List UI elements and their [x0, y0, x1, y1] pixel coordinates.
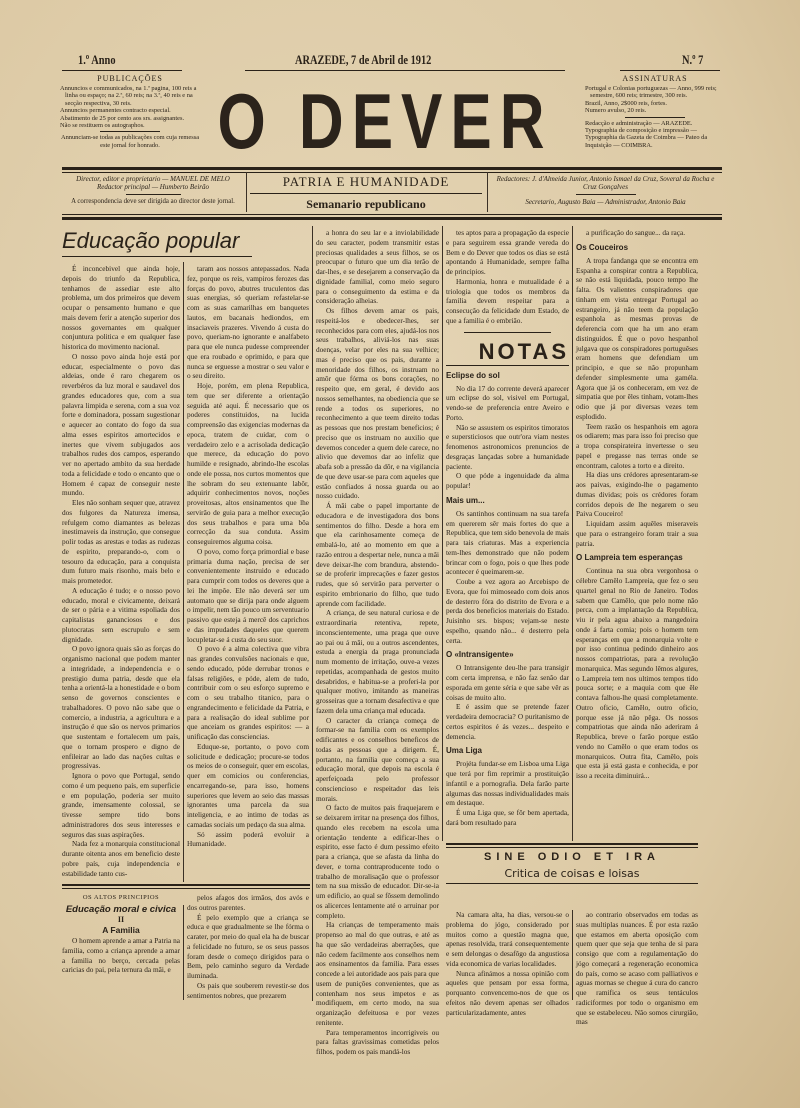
- publicacoes-box: [60, 74, 200, 149]
- paragraph: Não se assustem os espiritos timoratos e supersticiosos que outr'ora viam nestes fenomenos astronomicos prenuncios de desgraças lançadas sobre a humanidade paciente.: [446, 422, 569, 471]
- paragraph: Ignora o povo que Portugal, sendo como é um pequeno país, em superficie e em população, poderia ser muito grande, imensamente colossal, se tivesse sempre tido bons administradores dos seus interesses e seguros das suas aspirações.: [62, 771, 180, 839]
- paragraph: Nada fez a monarquia constitucional durante oitenta anos em beneficio deste pobre país, cuja independencia e estabilidade tanto cus-: [62, 839, 180, 878]
- year-label: 1.º Anno: [78, 52, 116, 67]
- paragraph: a honra do seu lar e a inviolabilidade do seu caracter, podem transmitir estas preciosas qualidades a seus filhos, se os preocupar o futuro que um dia terão de dar-lhes, e se desejarem a conservação da dignidade familial, como meio seguro para o conseguimento da estima e da consideração alheias.: [316, 228, 439, 306]
- paragraph: Á mãi cabe o papel importante de educadora e de investigadora dos bons sentimentos do filho. Desde a hora em que ela carinhosamente começa de embalá-lo, até ao momento em que a razão entrou a despertar nele, nunca a mãi deve deixar-lhe com brandura, abstendo-se de proferir imprecações e fazer gestos rudes, que só servirão para perverter o espirito embrionario do filho, que tudo aprende com facilidade.: [316, 501, 439, 608]
- masthead-title: O DEVER: [217, 79, 553, 166]
- article-title-educacao-moral: Educação moral e civica: [65, 904, 177, 915]
- paragraph: E é assim que se pretende fazer verdadeira democracia? O puritanismo de certos espiritos é ás vezes... despeito e demencia.: [446, 702, 569, 741]
- sine-odio-title: Critica de coisas e loisas: [446, 867, 698, 884]
- redactores-block: [489, 175, 722, 206]
- paragraph: O povo, como força primordial e base primaria duma nação, precisa de ser convenientemente instruido e educado para cumprir com todos os deveres que a lei lhe impõe. Ele não deverá ser um automato que se dirija para onde alguem o impelir, nem tão pouco um serventuario passivo que esteja á mercê dos caprichos e das impudades daqueles que querem locupletar-se á custa do seu suor.: [187, 546, 309, 644]
- paragraph: A criança, de seu natural curiosa e de extraordinaria retentiva, repete, inconscientemente, uma praga que ouve ao pai ou á mãi, ou a outros ascendentes, estuda a energia da praga pronunciada num momento de irritação, ouve-a vezes repetidas, acompanhada de gestos muito desabridos, e habitua-se a proferi-la por qualquer motivo, imitando as maneiras grosseiras que a tornam desafectiva e que fazem dela uma criança mal educada.: [316, 608, 439, 715]
- paragraph: O povo é a alma colectiva que vibra nas grandes convulsões nacionais e que, sendo educado, póde derrubar tronos e falsas religiões, e póde, alem de tudo, contribuir com o seu esforço supremo e com o seu trabalho titanico, para o engrandecimento e felicidade da Patria, e para a realisação do ideal sublime por que anceiam os grandes espiritos: — a unificação das consciencias.: [187, 644, 309, 741]
- paragraph: Annuncios permanentes contracto especial.: [60, 107, 171, 115]
- paragraph: Continua na sua obra vergonhosa o célebre Camêlo Lampreia, que fez o seu quartel genal no Rio de Janeiro. Todos sabem que Camêlo, que pelo nome não perca, com a implantação da Republica, viu ir pela agua abaixo a mangedoira onde á farta comia; pois o homem tem esperanças em que a monarquia volte e por isso continua pedindo dinheiro aos nossos compatriotas, para a revolução monarquica. Mas segundo lêmos algures, o Lampreia tem nos ultimos tempos tido pouca sorte; e a maquia com que êle contava falhou-lhe quasi completamente. Outro oficio, Camêlo, outro oficio, porque esse já não pêga. Os nossos compatriotas que ainda não aderiram á Republica, breve o farão porque estão vendo no Camêlo o que eram todos os monarquicos. Outra fita, Camêlo, pois que esta já está gasta e conhecida, e por isso a receita diminuirá...: [576, 566, 698, 780]
- paragraph: Liquidam assim aquêles miseraveis que para o estrangeiro foram trair a sua patria.: [576, 519, 698, 548]
- educacao-moral-col2: [187, 893, 309, 1001]
- paragraph: Abatimento de 25 por cento aos srs. assignantes.: [60, 114, 185, 122]
- paragraph: O facto de muitos pais fraquejarem e se deixarem irritar na presença dos filhos, quando eles recebem na escola uma orientação tendente a edificar-lhes o espirito, esse facto é dum pessimo efeito para a criança, que se afasta da linha do dever, e torna contraproducente todo o trabalho de moralisação que o professor tem na sua missão de educador. Dir-se-ia um edificio, ao qual se fôssem demolindo os alicerces lentamente até o arruinar por completo.: [316, 803, 439, 920]
- section-heading: Mais um...: [446, 495, 485, 505]
- notas-heading: NOTAS: [446, 339, 569, 366]
- paragraph: Projéta fundar-se em Lisboa uma Liga que terá por fim reprimir a prostituição infantil e a pornografia. Dela farão parte algumas das nossas individualidades mais em destaque.: [446, 759, 569, 808]
- paragraph: O nosso povo ainda hoje está por educar, especialmente o povo das aldeias, onde é raro chegarem os reverbéros da luz moral e saudavel dos grandes educadores que, com a sua palavra limpida e serena, com a sua voz forte e dominadora, possam sugestionar e aquecer ao contato do fogo da sua alma esses espiritos amortecidos e inertes que vivem subjugados aos trabalhos rudes dos campos, esperando ver no apertado ambito da sua herdade toda a felicidade e todo o encanto que o Homem é capaz de conseguir neste mundo.: [62, 351, 180, 498]
- director-line: Director, editor e proprietario — MANUEL DE MELO: [76, 175, 230, 183]
- paragraph: Numero avulso, 20 reis.: [585, 107, 647, 115]
- assinaturas-note: Redacção e administração — ARAZEDE. Typographia de composição e impressão — Typographia da Gazeta de Coimbra — Pateo da Inquisição — COIMBRA.: [585, 119, 708, 149]
- date-line: ARAZEDE, 7 de Abril de 1912: [295, 52, 432, 67]
- paragraph: Não se restituem os autographos.: [60, 122, 145, 130]
- educacao-popular-col1: [62, 264, 180, 880]
- paragraph: O povo ignora quais são as forças do organismo nacional que podem manter a integridade, a independencia e o prestigio duma patria, desde que ela tenha a orientá-la a honestidade e o bom senso de governos conscientes e trabalhadores. O povo não sabe que o comercio, a industria, a agricultura e a instrução é que são os nervos primarios que sustentam e fortalecem um país, que o tornam prospero e digno de enfileirar ao lado das nações cultas e progressivas.: [62, 644, 180, 771]
- section-heading: Uma Liga: [446, 746, 483, 756]
- director-block: [62, 175, 244, 206]
- paragraph: Eles não sonham sequer que, atravez dos fulgores da Natureza imensa, refulgem como diamantes as belezas inestimaveis da instrução, que consegue polir todas as arestas e todas as rudezas de espirito, preparando-o, com o tesouro da educação, para a conquista dum futuro mais risonho, mais belo e mais prometedor.: [62, 498, 180, 585]
- notas-column: [446, 228, 569, 840]
- motto: PATRIA E HUMANIDADE: [282, 174, 450, 189]
- paragraph: Teem razão os hespanhois em agora os odiarem; mas para isso foi preciso que a tropa conspirateira invertesse o seu papel e pregasse nas terras onde se encontram, calotes a torto e a direito.: [576, 421, 698, 470]
- educacao-moral-col1-block: [62, 893, 180, 1003]
- redactor-principal-line: Redactor principal — Humberto Beirão: [97, 183, 209, 191]
- paragraph: Annuncios e communicados, na 1.ª pagina, 100 reis a linha ou espaço; na 2.ª, 60 reis; na 3.ª, 40 reis e na secção respectiva, 30 reis.: [60, 85, 197, 107]
- section-heading: Eclipse do sol: [446, 370, 500, 380]
- paragraph: Ha crianças de temperamento mais propenso ao mal do que outras, e até as ha que são verdadeiras aberrações, que não cedem facilmente aos conselhos nem aos ensinamentos da familia. Para esses concede a lei autoridade aos pais para que usem de punições convenientes, que as contenham nos seus impetos e as modifiquem, em certo modo, na sua organização defeituosa e por vezes renitente.: [316, 920, 439, 1027]
- section-heading: O «Intransigente»: [446, 650, 514, 660]
- paragraph: O homem aprende a amar a Patria na familia, como a criança aprende a amar a familia no berço, cercada pelas caricias do pai, pela ternura da mãi, e: [62, 936, 180, 975]
- educacao-moral-col1: [62, 936, 180, 975]
- paragraph: Harmonia, honra e mutualidade é a triologia que todos os membros da familia devem respeitar para a consecução da felicidade dum Estado, de que a familia é o embrião.: [446, 276, 569, 325]
- paragraph: É uma Liga que, se fôr bem apertada, dará bom resultado para: [446, 808, 569, 827]
- secretario-line: Secretario, Augusto Baia — Administrador, Antonio Baia: [525, 198, 686, 206]
- paragraph: Os filhos devem amar os pais, respeitá-los e obedecer-lhes, ser reconhecidos para com eles, ajudá-los nos seus trabalhos, aliviá-los nas suas doenças, velar por eles na sua velhice; mas é preciso que os pais, durante a menoridade dos filhos, os instruam no amôr que fórma os bons corações, no respeito que, em geral, é devido aos nossos semelhantes, na obediencia que se rende a todos os superiores, no reconhecimento a que teem direito todas as pessoas que nos prestam beneficios; é preciso que os instruam no auxilio que devemos conceder a quem dele carece, no alivio que devemos dar ao infeliz que abafa sob a pressão da dôr, e na vigilancia de que deve usar-se para com aqueles que estão confiados á nossa guarda ou ao nosso cuidado.: [316, 306, 439, 501]
- paragraph: Os santinhos continuam na sua tarefa em quererem sêr mais fortes do que a Republica, que tem sido benevola de mais para tais criaturas. Mas a experiencia tem-lhes demonstrado que não podem brincar com o fogo, pois o que lhes pode acontecer é queimarem-se.: [446, 508, 569, 577]
- paragraph: Na camara alta, ha dias, versou-se o problema do jógo, considerado por muitos como a questão magna que, apenas resolvida, trará consequentemente e sem delongas o desafôgo da angustiosa vida economica de varias localidades.: [446, 910, 569, 968]
- part-number: II: [117, 915, 125, 924]
- paragraph: Para temperamentos incorrigiveis ou para faltas gravissimas cometidas pelos filhos, podem os pais mandá-los: [316, 1027, 439, 1056]
- paragraph: O Intransigente deu-lhe para transigir com certa imprensa, e não faz senão dar esporada em gente séria e que sabe vêr as coisas de muito alto.: [446, 663, 569, 702]
- assinaturas-heading: ASSINATURAS: [622, 74, 688, 83]
- paragraph: É inconcebivel que ainda hoje, depois do triunfo da Republica, tenhamos de assediar este alto problema, um dos primeiros que devem ocupar o pensamento humano e que mais devem ferir a atenção superior dos nossos governantes em qualquer conjuntura politica e em qualquer fase historica do movimento nacional.: [62, 264, 180, 351]
- kicker: OS ALTOS PRINCIPIOS: [82, 894, 160, 901]
- paragraph: No dia 17 do corrente deverá aparecer um eclipse do sol, visivel em Portugal, vendo-se de preferencia entre Aveiro e Porto.: [446, 383, 569, 422]
- paragraph: Eduque-se, portanto, o povo com solicitude e dedicação; procure-se todos os meios de o conseguir, quer em escolas, quer em comicios ou conferencias, encarregando-se, para isso, homens superiores que levem ao seio das massas ignorantes uma parcela da sua inteligencia, e ao intimo de todas as camadas sociais um pedaço da sua alma.: [187, 741, 309, 829]
- paragraph: taram aos nossos antepassados. Nada fez, porque os reis, vampiros ferozes das forças do povo, abutres truculentos das suas energias, só queriam refastelar-se com as suas camarilhas em banquetes lautos, em bacanais hediondos, em insaciaveis prazeres. Vivendo á custa do povo, queriam-no ignorante e analfabeto para que ele nunca pudesse compreender que era roubado e oprimido, e para que nunca se erguesse a mostrar o seu valor e o seu direito.: [187, 264, 309, 381]
- paragraph: Hoje, porém, em plena Republica, tem que ser diferente a orientação seguida até aqui. É necessario que os poderes constituidos, na lucida compreensão das exigencias modernas da epoca, tratem de cuidar, com o verdadeiro zelo e a acrisolada dedicação que merece, da educação do povo humilde e resignado, abrindo-lhe escolas onde ele possa, nos curtos momentos que lhe sobram do seu extenuante labôr, adquirir conhecimentos novos, noções proveitosas, altos ensinamentos que lhe servirão de guia para a melhor execução dos seus trabalhos e para uma bôa correcção da sua conduta. Assim conseguiremos alguma coisa.: [187, 381, 309, 546]
- paragraph: Coube a vez agora ao Arcebispo de Evora, que foi mimoseado com dois anos de desterro fóra do distrito de Evora e a perda dos beneficios materiais do Estado. Juisinho srs. bispos; vejam-se neste espelho, quando não... é desterro pela certa.: [446, 577, 569, 645]
- paragraph: Portugal e Colonias portuguezas — Anno, 999 reis; semestre, 600 reis; trimestre, 300 reis.: [585, 85, 717, 100]
- paragraph: Brazil, Anno, 2$000 reis, fortes.: [585, 99, 667, 107]
- paragraph: A educação é tudo; e o nosso povo educado, moral e civicamente, deixará de ser o pária e a vitima espoliada dos capitalistas gananciosos e dos plutocratas sem escrupulo e sem dignidade.: [62, 585, 180, 644]
- sine-odio-col1: [446, 910, 569, 1017]
- paragraph: Só assim poderá evoluir a Humanidade.: [187, 829, 309, 849]
- paragraph: A tropa fandanga que se encontra em Espanha a conspirar contra a Republica, se não está liquidada, pouco tempo lhe falta. Os valientes conspiradores que tinham em vista entregar Portugal ao estrangeiro, já não teem da população espanhola as mesmas provas de deferencia com que ha um ano eram distinguidos. É que o povo hespanhol julgava que os conspiradores portuguêses eram homens que defendiam um principio, e que se não propunham defender simplesmente uma gaméla. Agora que já os conheceram, em vez de simpatia que por êles tinham, votam-lhes odio que já por diversas vezes tem esplodido.: [576, 255, 698, 421]
- paragraph: Ha dias uns crédores apresentaram-se aos paivas, exigindo-lhe o pagamento dumas dividas; pois os crédores foram corridos depois de lhe negarem o seu Paiva Couceiro!: [576, 470, 698, 519]
- sine-odio-heading: SINE ODIO ET IRA: [484, 851, 660, 863]
- article-title-educacao-popular: Educação popular: [62, 228, 252, 257]
- sine-odio-col2: [576, 910, 698, 1027]
- paragraph: Os pais que souberem revestir-se dos sentimentos nobres, que prezarem: [187, 980, 309, 1000]
- paragraph: pelos afagos dos irmãos, dos avós e dos outros parentes.: [187, 893, 309, 912]
- section-heading: O Lampreia tem esperanças: [576, 553, 683, 563]
- column-5: [576, 228, 698, 840]
- educacao-popular-col2: [187, 264, 309, 880]
- paragraph: tes aptos para a propagação da especie e para seguirem essa grande vereda do Bem e do Dever que todos os dias se está apontando á Humanidade, sempre falha de principios.: [446, 228, 569, 276]
- educacao-moral-col3: [316, 228, 439, 1056]
- publicacoes-note: Annunciam-se todas as publicações com cuja remessa este jornal for honrado.: [60, 134, 200, 149]
- issue-number: N.º 7: [682, 52, 704, 67]
- redactores-line: Redactores: J. d'Almeida Junior, Antonio Ismael da Cruz, Soveral da Rocha e Cruz Gonçalves: [496, 175, 715, 191]
- paragraph: O que póde a ingenuidade da alma popular!: [446, 471, 569, 490]
- paragraph: O caracter da criança começa de formar-se na familia com os exemplos edificantes e os conselhos beneficos de todas as pessoas que a dirigem. É, portanto, na familia que começa a sua educação moral, que depois na escola é aperfeiçoada pelo professor consciencioso e respeitador das leis morais.: [316, 715, 439, 803]
- paragraph: Nunca afinámos a nossa opinião com aqueles que pensam por essa forma, porquanto convencemo-nos de que os efeitos não devem apenas ser olhados particularizadamente, antes: [446, 968, 569, 1017]
- paragraph: É pelo exemplo que a criança se educa e que gradualmente se lhe fórma o carater, por meio do qual ela ha de buscar a felicidade no futuro, se os seus passos foram desde o começo dirigidos para o Bem, pelo caminho seguro da Verdade iluminada.: [187, 912, 309, 980]
- section-heading: Os Couceiros: [576, 242, 629, 252]
- paragraph: a purificação do sangue... da raça.: [586, 228, 686, 237]
- subtitle: Semanario republicano: [306, 197, 426, 211]
- publicacoes-heading: PUBLICAÇÕES: [97, 74, 163, 83]
- correspondencia-note: A correspondencia deve ser dirigida ao director deste jornal.: [71, 198, 235, 205]
- assinaturas-box: [585, 74, 725, 149]
- paragraph: ao contrario observados em todas as suas multiplas nuances. É por esta razão que estamos em aberta oposição com quem quer que seja que tenha de si para consigo que com a regulamentação do jógo começará a regeneração economica do país, como se acaso com palliativos e aguas mornas se chegue á cura do cancro que ramifica os seus tentáculos radiciformes por todo o organismo em que se estabeleceu. Não somos cirurgião, mas: [576, 910, 698, 1027]
- section-title-familia: A Familia: [102, 925, 140, 935]
